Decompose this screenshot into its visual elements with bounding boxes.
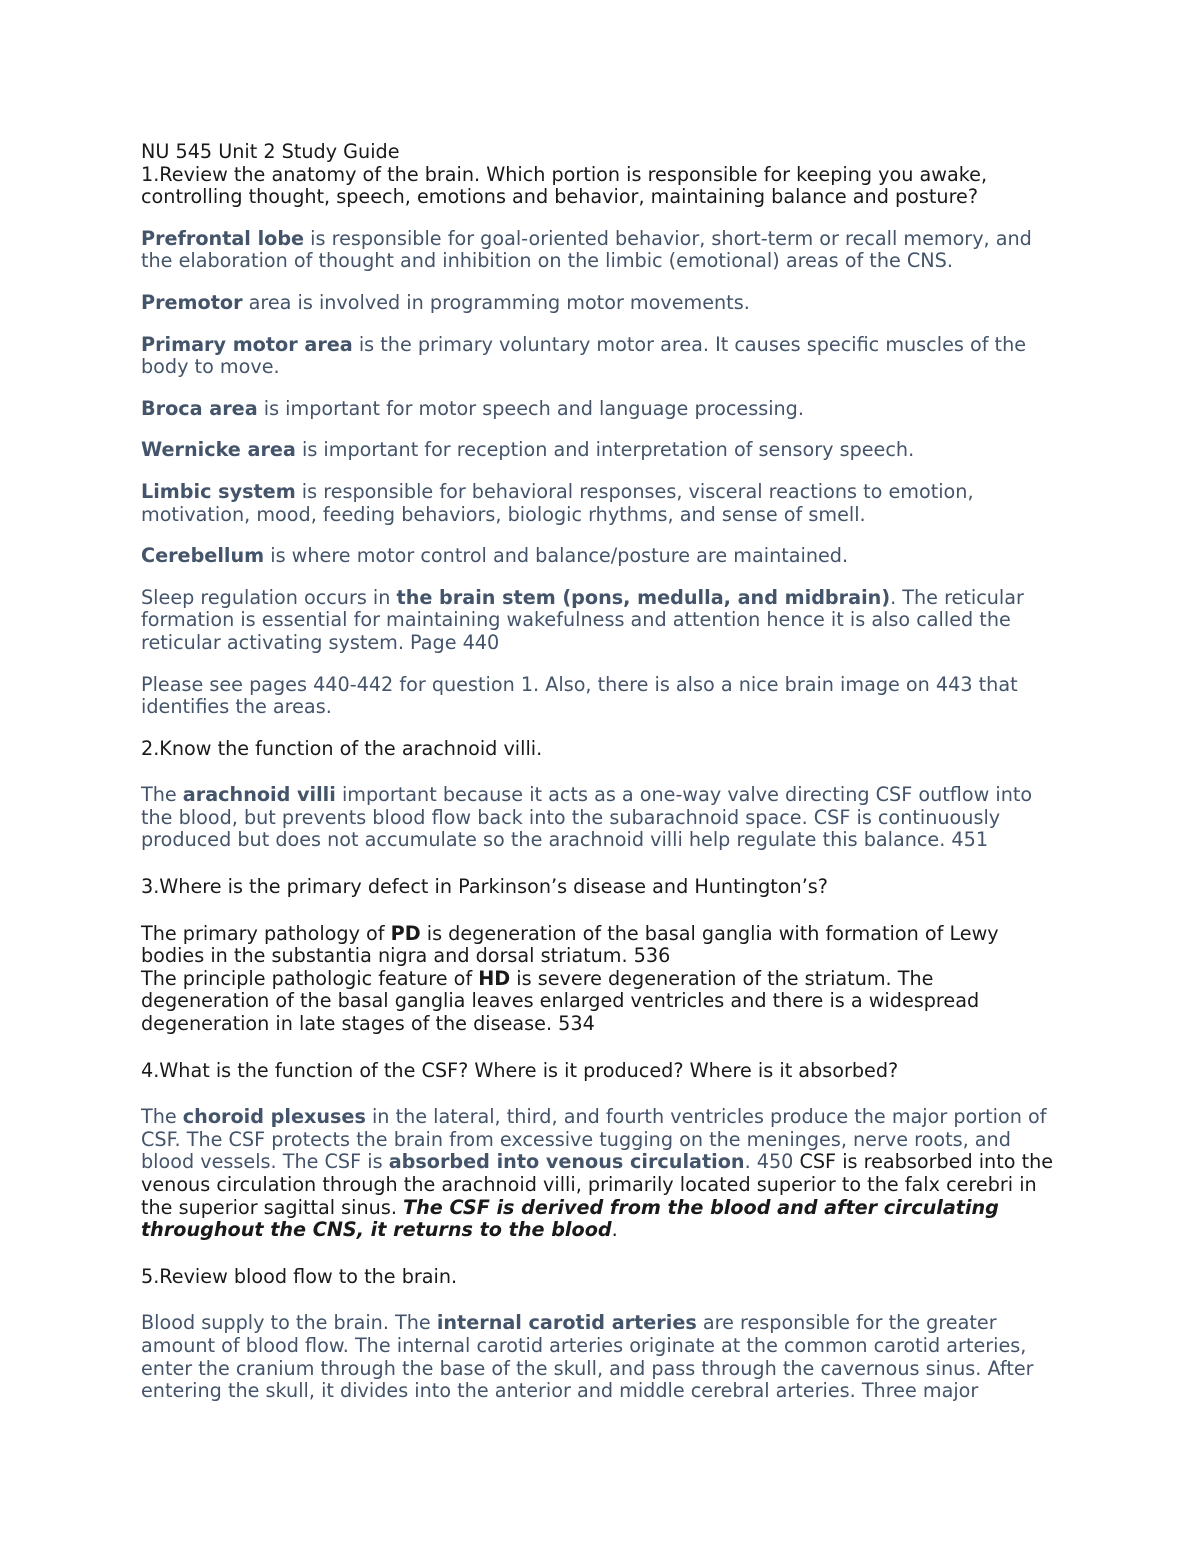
question-4: 4.What is the function of the CSF? Where is it produced? Where is it absorbed? — [141, 1058, 899, 1082]
answer-3-pd: The primary pathology of PD is degeneration of the basal ganglia with formation of Lewy bodies in the substantia nigra and dorsal striatum. 536 — [141, 921, 999, 968]
answer-4: The choroid plexuses in the lateral, third, and fourth ventricles produce the major portion of CSF. The CSF protects the brain from excessive tugging on the meninges, nerve roots, and blood vessels. The CSF is absorbed into venous circulation. 450 CSF is reabsorbed into the venous circulation through the arachnoid villi, primarily located superior to the falx cerebri in the superior sagittal sinus. The CSF is derived from the blood and after circulating throughout the CNS, it returns to the blood. — [141, 1105, 1054, 1242]
answer-3-hd: The principle pathologic feature of HD is severe degeneration of the striatum. The degeneration of the basal ganglia leaves enlarged ventricles and there is a widespread degeneration in late stages of the disease. 534 — [141, 966, 980, 1036]
term-pd: PD — [390, 921, 421, 945]
question-5: 5.Review blood flow to the brain. — [141, 1264, 458, 1288]
answer-sleep-regulation: Sleep regulation occurs in the brain stem (pons, medulla, and midbrain). The reticular formation is essential for maintaining wakefulness and attention hence it is also called the reticular activating system. Page 440 — [141, 585, 1024, 654]
answer-limbic: Limbic system is responsible for behavioral responses, visceral reactions to emotion, motivation, mood, feeding behaviors, biologic rhythms, and sense of smell. — [141, 479, 974, 526]
document-title: NU 545 Unit 2 Study Guide — [141, 140, 400, 163]
term-internal-carotid: internal carotid arteries — [436, 1311, 697, 1335]
answer-5: Blood supply to the brain. The internal carotid arteries are responsible for the greater amount of blood flow. The internal carotid arteries originate at the common carotid arteries, enter the cranium through the base of the skull, and pass through the cavernous sinus. After entering the skull, it divides into the anterior and middle cerebral arteries. Three major — [141, 1311, 1034, 1403]
term-absorbed-venous: absorbed into venous circulation — [388, 1150, 745, 1174]
emphasis-csf-blood: The CSF is derived from the blood and after circulating throughout the CNS, it returns to the blood — [141, 1195, 999, 1242]
term-prefrontal-lobe: Prefrontal lobe — [141, 226, 305, 250]
question-3: 3.Where is the primary defect in Parkinson’s disease and Huntington’s? — [141, 875, 828, 899]
answer-pages-note: Please see pages 440-442 for question 1. Also, there is also a nice brain image on 443 that identifies the areas. — [141, 672, 1018, 719]
term-cerebellum: Cerebellum — [141, 544, 265, 568]
term-brain-stem: the brain stem (pons, medulla, and midbrain) — [396, 585, 891, 609]
answer-2: The arachnoid villi important because it acts as a one-way valve directing CSF outflow into the blood, but prevents blood flow back into the subarachnoid space. CSF is continuously produced but does not accumulate so the arachnoid villi help regulate this balance. 451 — [141, 783, 1033, 852]
answer-cerebellum: Cerebellum is where motor control and balance/posture are maintained. — [141, 544, 849, 568]
term-hd: HD — [478, 966, 511, 990]
answer-premotor: Premotor area is involved in programming motor movements. — [141, 290, 750, 314]
question-1: 1.Review the anatomy of the brain. Which portion is responsible for keeping you awake, controlling thought, speech, emotions and behavior, maintaining balance and posture? — [141, 162, 988, 209]
answer-wernicke: Wernicke area is important for reception and interpretation of sensory speech. — [141, 438, 915, 462]
term-wernicke-area: Wernicke area — [141, 438, 296, 462]
term-arachnoid-villi: arachnoid villi — [182, 783, 336, 807]
answer-broca: Broca area is important for motor speech and language processing. — [141, 396, 804, 420]
term-limbic-system: Limbic system — [141, 479, 296, 503]
term-premotor: Premotor — [141, 290, 243, 314]
term-primary-motor-area: Primary motor area — [141, 332, 353, 356]
answer-primary-motor: Primary motor area is the primary voluntary motor area. It causes specific muscles of the body to move. — [141, 332, 1027, 379]
answer-prefrontal: Prefrontal lobe is responsible for goal-oriented behavior, short-term or recall memory, and the elaboration of thought and inhibition on the limbic (emotional) areas of the CNS. — [141, 226, 1032, 273]
term-broca-area: Broca area — [141, 396, 258, 420]
term-choroid-plexuses: choroid plexuses — [182, 1105, 366, 1129]
document-page — [141, 141, 1061, 1403]
question-2: 2.Know the function of the arachnoid villi. — [141, 736, 543, 760]
